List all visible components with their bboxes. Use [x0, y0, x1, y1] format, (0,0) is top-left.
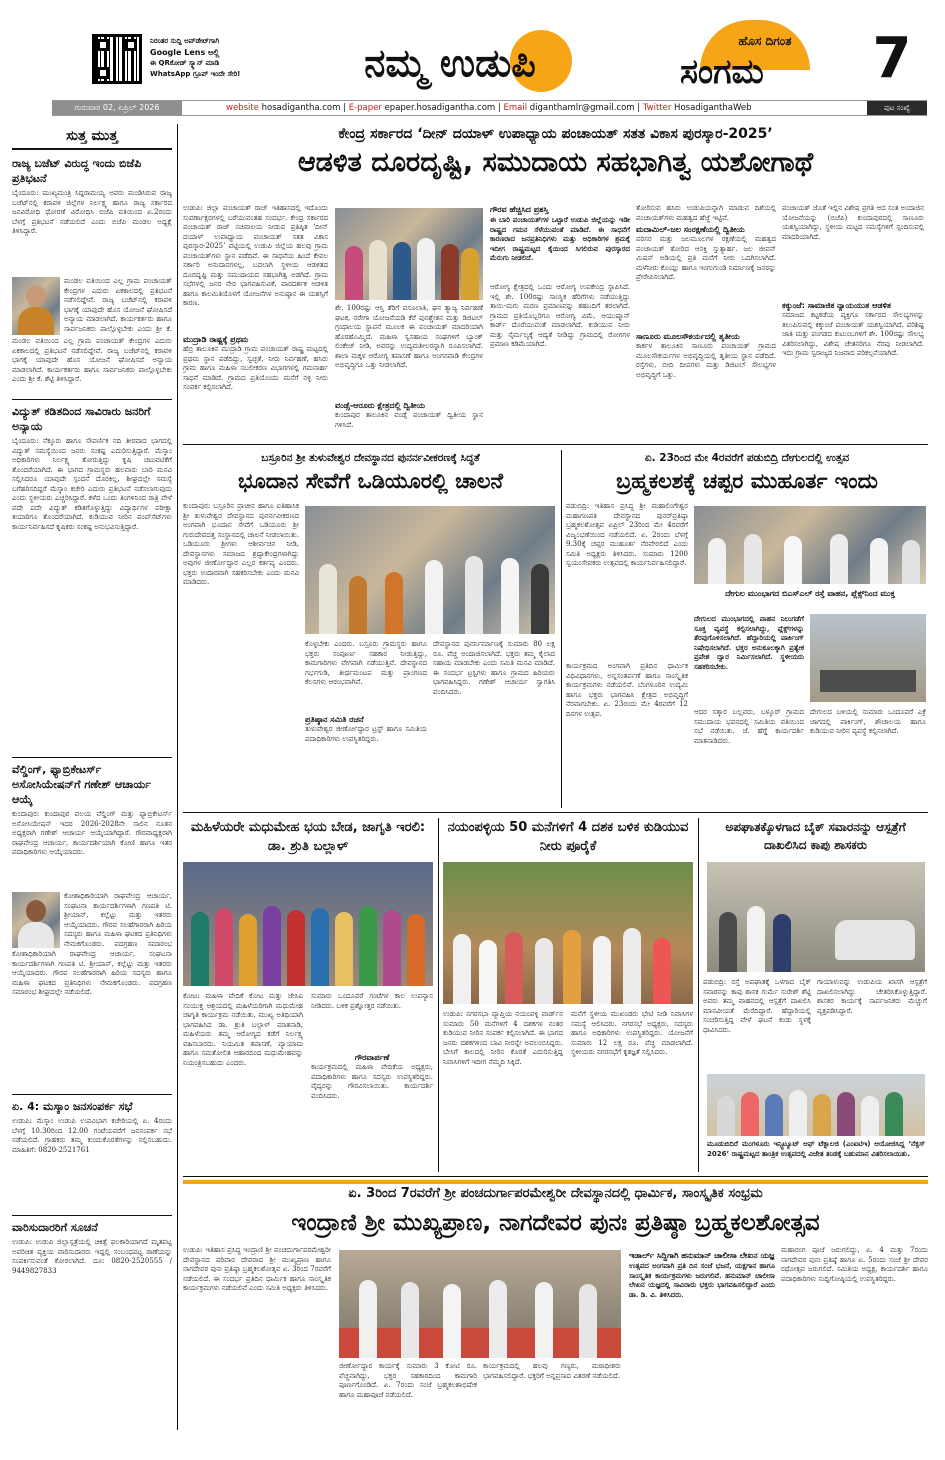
- story-body: ಜೀರ್ಣೋದ್ಧಾರ ಕಾರ್ಯಕ್ಕೆ ಸುಮಾರು 3 ಕೋಟಿ ರೂ. ವೆಚ್ಚವಾಗಿದ್ದು, ಭಕ್ತರ ಸಹಕಾರದಿಂದ ಕಾಮಗಾರಿ ಪೂರ್ಣಗೊಂಡಿದೆ. ಏ. 7ರಂದು ಸಂಜೆ ಬ್ರಹ್ಮಕಲಶಾಭಿಷೇಕ ಹಾಗೂ ಮಹಾಪೂಜೆ ನಡೆಯಲಿದೆ.: [339, 1362, 477, 1399]
- divider: [12, 1215, 172, 1216]
- story-headline: ಇಂದ್ರಾಣಿ ಶ್ರೀ ಮುಖ್ಯಪ್ರಾಣ, ನಾಗದೇವರ ಪುನಃ ಪ್ರತಿಷ್ಠಾ ಬ್ರಹ್ಮಕಲಶೋತ್ಸವ: [291, 1210, 820, 1236]
- lead-body: ಈ ಬಾರಿ ಪಂಚಾಯತ್‌ಗಳ ಒಟ್ಟಾರೆ ಉಡುಪಿ ಜಿಲ್ಲೆಯನ್ನು ಇಡೀ ರಾಷ್ಟ್ರದ ಗಮನ ಸೆಳೆಯುವಂತೆ ಮಾಡಿದೆ. ಈ ಸಾಧನೆಗೆ ಕಾರಣರಾದ ಜನಪ್ರತಿನಿಧಿಗಳು ಮತ್ತು ಅಧಿಕಾರಿಗಳ ಶ್ರಮಕ್ಕೆ ಇದೀಗ ರಾಷ್ಟ್ರಮಟ್ಟದ ಕೈಯಿಂದ ಸಿಗಲಿರುವ ಪುರಸ್ಕಾರದ ಮೆರುಗು ನೀಡಲಿದೆ.: [490, 215, 630, 262]
- page-number: 7: [872, 26, 912, 91]
- contact-line: website hosadigantha.com | E-paper epaper.hosadigantha.com | Email diganthamlr@gmail.com | Twitter HosadiganthaWeb: [226, 103, 752, 113]
- sidebar-body: ಬೈಂದೂರು: ನೆಕ್ಕೂರು ಹಾಗೂ ಸೌಪರ್ಣಿಕ ನದಿ ತೀರವಾದ ಭಾಗದಲ್ಲಿ ವಿದ್ಯುತ್ ಸಮಸ್ಯೆಯಿಂದ ಜನರು ಸಂಕಷ್ಟ ಎದುರಿಸುತ್ತಿದ್ದಾರೆ. ಮೆಸ್ಕಾಂ ಅಧಿಕಾರಿಗಳು ನಿರ್ಲಕ್ಷ್ಯ ತೋರುತ್ತಿದ್ದು ಕೃಷಿ ಚಟುವಟಿಕೆಗೆ ತೊಂದರೆಯಾಗಿದೆ. ಈ ಭಾಗದ ಗ್ರಾಮಸ್ಥರು ಹಲವಾರು ಬಾರಿ ಮನವಿ ಸಲ್ಲಿಸಿದರೂ ಯಾವುದೇ ಸ್ಪಂದನೆ ದೊರಕಿಲ್ಲ. ಶೀಘ್ರದಲ್ಲೇ ಸಮಸ್ಯೆ ಬಗೆಹರಿಸದಿದ್ದರೆ ಮೆಸ್ಕಾಂ ಕಚೇರಿ ಎದುರು ಪ್ರತಿಭಟನೆ ನಡೆಸಲಾಗುವುದು ಎಂದು ಸ್ಥಳೀಯರು ಎಚ್ಚರಿಸಿದ್ದಾರೆ. ಕಳೆದ ಒಂದು ತಿಂಗಳಿನಿಂದ ರಾತ್ರಿ ವೇಳೆ ಪದೇ ಪದೇ ವಿದ್ಯುತ್ ಕಡಿತಗೊಳ್ಳುತ್ತಿದ್ದು ವಿದ್ಯಾರ್ಥಿಗಳ ಪರೀಕ್ಷಾ ತಯಾರಿಗೂ ತೊಂದರೆಯಾಗಿದೆ. ಕುಡಿಯುವ ನೀರಿನ ಪಂಪ್‌ಸೆಟ್‌ಗಳು ಕಾರ್ಯನಿರ್ವಹಿಸದೆ ಕೃಷಿಕರು ಸಂಕಷ್ಟ ಅನುಭವಿಸುತ್ತಿದ್ದಾರೆ.: [12, 437, 172, 531]
- qr-code[interactable]: [92, 34, 142, 84]
- story-photo: [305, 506, 555, 634]
- lead-subhead: ಗೌರವ ಹೆಚ್ಚಿಸಿದ ಪ್ರಶಸ್ತಿ: [490, 205, 549, 214]
- sidebar-headline: ವೆಲ್ಡಿಂಗ್, ಫ್ಯಾಬ್ರಿಕೇಟರ್ಸ್ ಅಸೋಸಿಯೇಷನ್‌ಗೆ ಗಣೇಶ್ ಆಚಾರ್ಯ ಆಯ್ಕೆ: [12, 763, 152, 806]
- story-headline: ಮಹಿಳೆಯರೇ ಮಧುಮೇಹ ಭಯ ಬೇಡ, ಜಾಗೃತಿ ಇರಲಿ: ಡಾ. ಶ್ರುತಿ ಬಲ್ಲಾಳ್: [190, 820, 426, 854]
- story-body: ಕಾರ್ಯಕ್ರಮದಲ್ಲಿ ಮಹಿಳಾ ವೇದಿಕೆಯ ಅಧ್ಯಕ್ಷರು, ಪದಾಧಿಕಾರಿಗಳು ಹಾಗೂ ಸದಸ್ಯರು ಉಪಸ್ಥಿತರಿದ್ದರು. ವೈದ್ಯರನ್ನು ಗೌರವಿಸಲಾಯಿತು. ಕಾರ್ಯದರ್ಶಿ ವಂದಿಸಿದರು.: [311, 1063, 433, 1100]
- section-title: ನಮ್ಮ ಉಡುಪಿ: [364, 41, 536, 85]
- story-body: ತುಳುವೇಶ್ವರ ಜೀರ್ಣೋದ್ಧಾರ ಟ್ರಸ್ಟ್ ಹಾಗೂ ಸಮಿತಿಯ ಪದಾಧಿಕಾರಿಗಳು ಉಪಸ್ಥಿತರಿದ್ದರು.: [305, 725, 427, 743]
- story-body: ಮನೆಗೆ ಸ್ಥಳೀಯ ಮುಖಂಡರು ಭೇಟಿ ನೀಡಿ ನಿವಾಸಿಗಳ ಸಮಸ್ಯೆ ಆಲಿಸಿದರು. ನಗರಸಭೆ ಅಧ್ಯಕ್ಷರು, ಸದಸ್ಯರು ಹಾಗೂ ಅಧಿಕಾರಿಗಳು ಉಪಸ್ಥಿತರಿದ್ದರು. ಯೋಜನೆಗೆ ಸುಮಾರು 12 ಲಕ್ಷ ರೂ. ವೆಚ್ಚ ಮಾಡಲಾಗಿದೆ. ಸ್ಥಳೀಯರು ನಗರಸಭೆಗೆ ಕೃತಜ್ಞತೆ ಸಲ್ಲಿಸಿದರು.: [571, 1010, 693, 1056]
- sidebar-body: ಉಡುಪಿ: ಮೆಸ್ಕಾಂ ಉಡುಪಿ ಉಪವಿಭಾಗ ಕಚೇರಿಯಲ್ಲಿ ಏ. 4ರಂದು ಬೆಳಗ್ಗೆ 10.30ರಿಂದ 12.00 ಗಂಟೆಯವರೆಗೆ ಜನಸಂಪರ್ಕ ಸಭೆ ನಡೆಯಲಿದೆ. ಗ್ರಾಹಕರು ತಮ್ಮ ಕುಂದುಕೊರತೆಗಳನ್ನು ಸಲ್ಲಿಸಬಹುದು. ಮಾಹಿತಿಗೆ: 0820-2521761: [12, 1117, 172, 1154]
- story-headline: ಭೂದಾನ ಸೇವೆಗೆ ಒಡಿಯೂರಲ್ಲಿ ಚಾಲನೆ: [238, 469, 503, 493]
- story-body: ಮಹಾರಂಗ ಪೂಜೆ ಜರುಗಲಿದ್ದು, ಏ. 4 ಮತ್ತು 7ರಂದು ನಾಗದೇವರ ಪುನಃ ಪ್ರತಿಷ್ಠೆ ಹಾಗೂ ಏ. 5ರಂದು ಸಂಜೆ ಶ್ರೀ ದೇವರ ರಥೋತ್ಸವ ಜರುಗಲಿದೆ. ಸಮಿತಿಯ ಅಧ್ಯಕ್ಷ, ಕಾರ್ಯದರ್ಶಿ ಹಾಗೂ ಪದಾಧಿಕಾರಿಗಳು ಸುದ್ದಿಗೋಷ್ಠಿಯಲ್ಲಿ ಉಪಸ್ಥಿತರಿದ್ದರು.: [781, 1246, 928, 1283]
- story-photo: [443, 862, 693, 1004]
- lead-body: ಶೇ. 100ರಷ್ಟು ಆಸ್ತಿ ತೆರಿಗೆ ವಸೂಲಾತಿ, ಘನ ತ್ಯಾಜ್ಯ ನಿರ್ವಹಣೆ ಘಟಕ, ನರೇಗಾ ಯೋಜನೆಯಡಿ ಕೆರೆ ಪುನಶ್ಚೇತನ ಮತ್ತು ಡಿಜಿಟಲ್ ಗ್ರಂಥಾಲಯ ಸ್ಥಾಪನೆ ಮೂಲಕ ಈ ಪಂಚಾಯತ್ ಮಾದರಿಯಾಗಿ ಹೊರಹೊಮ್ಮಿದೆ. ಮಹಿಳಾ ಸ್ವಸಹಾಯ ಸಂಘಗಳಿಗೆ ಬ್ಯಾಂಕ್ ಲಿಂಕೇಜ್ ನೀಡಿ, ಅವರನ್ನು ಉದ್ಯಮಶೀಲರನ್ನಾಗಿ ರೂಪಿಸಲಾಗಿದೆ. ಶಾಲಾ ಮಕ್ಕಳ ಆರೋಗ್ಯ ತಪಾಸಣೆ ಹಾಗೂ ಅಂಗನವಾಡಿ ಕೇಂದ್ರಗಳ ಅಭಿವೃದ್ಧಿಗೂ ಒತ್ತು ನೀಡಲಾಗಿದೆ.: [335, 304, 483, 369]
- twitter-link[interactable]: HosadiganthaWeb: [674, 103, 752, 113]
- page-label: ಪುಟ ಸಂಖ್ಯೆ: [867, 101, 927, 115]
- twitter-label: Twitter: [642, 103, 672, 113]
- column-divider: [561, 450, 562, 808]
- section-divider: [183, 444, 928, 445]
- section-divider: [183, 1176, 928, 1177]
- story-accident: [703, 818, 928, 1172]
- story-headline: ಅಪಘಾತಕ್ಕೊಳಗಾದ ಬೈಕ್ ಸವಾರನನ್ನು ಆಸ್ಪತ್ರೆಗೆ ದಾಖಲಿಸಿದ ಕಾಪು ಶಾಸಕರು: [725, 820, 906, 852]
- story-photo-caption: ಮೂಡುಬಿದಿರೆ ಮಂಗಳೂರು ಇನ್ಸ್ಟಿಟ್ಯೂಟ್ ಆಫ್ ಟೆಕ್ನಾಲಜಿ (ಎಂಐಟಿಇ) ಆಯೋಜಿಸಿದ್ದ ‘ನೆಕ್ಸಸ್ 2026’ ರಾಷ್ಟ್ರಮಟ್ಟದ ತಾಂತ್ರಿಕ ಉತ್ಸವದಲ್ಲಿ ವಿಜೇತ ತಂಡಕ್ಕೆ ಬಹುಮಾನ ವಿತರಿಸಲಾಯಿತು.: [707, 1140, 925, 1158]
- sidebar-body: ಮಂಡಲ ವತಿಯಿಂದ ಎಲ್ಲ ಗ್ರಾಮ ಪಂಚಾಯತ್ ಕೇಂದ್ರಗಳ ಎದುರು ಏಕಕಾಲದಲ್ಲಿ ಪ್ರತಿಭಟನೆ ನಡೆಸಲಿದ್ದೇವೆ. ರಾಜ್ಯ ಬಜೆಟ್‌ನಲ್ಲಿ ಕರಾವಳಿ ಭಾಗಕ್ಕೆ ಯಾವುದೇ ಹೊಸ ಯೋಜನೆ ಘೋಷಿಸದೆ ಅನ್ಯಾಯ ಮಾಡಲಾಗಿದೆ. ಕಾರ್ಯಕರ್ತರು ಹಾಗೂ ಸಾರ್ವಜನಿಕರು ಪಾಲ್ಗೊಳ್ಳಬೇಕು ಎಂದು ಶ್ರೀ ಕೆ. ಶೆಟ್ಟಿ ತಿಳಿಸಿದ್ದಾರೆ.: [12, 337, 172, 383]
- promo-block: [150, 36, 280, 80]
- sidebar-body: ಉಡುಪಿ: ಉಡುಪಿ ಜಿಲ್ಲಾಸ್ಪತ್ರೆಯಲ್ಲಿ ಚಿಕಿತ್ಸೆ ಫಲಕಾರಿಯಾಗದೆ ಮೃತಪಟ್ಟ ಅಪರಿಚಿತ ವ್ಯಕ್ತಿಯ ವಾರಿಸುದಾರರು ಇದ್ದಲ್ಲಿ ಸಂಬಂಧಪಟ್ಟ ಠಾಣೆಯನ್ನು ಸಂಪರ್ಕಿಸುವಂತೆ ಕೋರಲಾಗಿದೆ. ದೂ: 0820-2520555 / 9449827833: [12, 1238, 172, 1275]
- story-body: ಕೊಳ್ಳಬೇಕು ಎಂದರು. ಬಸ್ರೂರು ಗ್ರಾಮಸ್ಥರು ಹಾಗೂ ಭಕ್ತರು ಸಂಪೂರ್ಣ ಸಹಕಾರ ನೀಡುತ್ತಿದ್ದು, ಕಾಮಗಾರಿಗಳು ವೇಗವಾಗಿ ನಡೆಯುತ್ತಿವೆ. ದೇವಸ್ಥಾನದ ಗರ್ಭಗುಡಿ, ತೀರ್ಥಮಂಟಪ ಮತ್ತು ಪ್ರಾಂಗಣದ ಕೆಲಸಗಳು ಆರಂಭವಾಗಿವೆ.: [305, 640, 427, 686]
- story-body: ಸುಮಾರು ಒಂದೂವರೆ ಗಂಟೆಗಳ ಕಾಲ ಉಪನ್ಯಾಸ ನೀಡಿದರು. ಬಳಿಕ ಪ್ರಶ್ನೋತ್ತರ ನಡೆಯಿತು.: [311, 992, 433, 1010]
- sidebar-title: ಸುತ್ತ ಮುತ್ತ: [12, 124, 172, 150]
- sidebar-headline: ವಿದ್ಯುತ್ ಕಡಿತದಿಂದ ಸಾವಿರಾರು ಜನರಿಗೆ ಅನ್ಯಾಯ: [12, 405, 151, 433]
- lead-subhead: ಸಾಣೂರು ಮೂಲಸೌಕರ್ಯದಲ್ಲಿ ತೃತೀಯ: [636, 332, 740, 341]
- lead-subhead: ವಂಡ್ಸೆ-ಆರೂರು ಕ್ಷೇತ್ರದಲ್ಲಿ ದ್ವಿತೀಯ: [335, 401, 426, 410]
- column-divider: [438, 818, 439, 1172]
- lead-body: ತೋರಿಸುವ ಹಸಿರು ಉಡುಪಿಯನ್ನಾಗಿ ಮಾಡುವ ದಿಶೆಯಲ್ಲಿ ಪಂಚಾಯತ್‌ಗಳು ಮಹತ್ವದ ಹೆಜ್ಜೆ ಇಟ್ಟಿವೆ.: [636, 204, 776, 222]
- lead-body: ಪರಿಸರ ಮತ್ತು ಜಲಮೂಲಗಳ ರಕ್ಷಣೆಯಲ್ಲಿ ಮಹತ್ವದ ಪಂಚಾಯತ್ ತೋರಿದ ಆಸಕ್ತಿ ಸ್ತುತ್ಯಾರ್ಹ. ಜಲ ಜೀವನ್ ಮಿಷನ್ ಅಡಿಯಲ್ಲಿ ಪ್ರತಿ ಮನೆಗೆ ನೀರು ಒದಗಿಸಲಾಗಿದೆ. ಮಳೆನೀರು ಕೊಯ್ಲು ಹಾಗೂ ಇಂಗುಗುಂಡಿ ನಿರ್ಮಾಣಕ್ಕೆ ಜನರನ್ನು ಪ್ರೇರೇಪಿಸಲಾಗಿದೆ.: [636, 235, 776, 281]
- lead-subhead: ಮದಾಮಿಲ್-ಜಲ ಸಂರಕ್ಷಣೆಯಲ್ಲಿ ದ್ವಿತೀಯ: [636, 225, 745, 234]
- sidebar-body: ಕೋಶಾಧಿಕಾರಿಯಾಗಿ ರಾಘವೇಂದ್ರ ಆಚಾರ್ಯ, ಸಂಘಟನಾ ಕಾರ್ಯದರ್ಶಿಗಳಾಗಿ ಗಣಪತಿ ಟಿ. ಶ್ರೀಯಾನ್, ಕಲ್ಲೆಟ್ಟು ಮತ್ತು ಇತರರು ಆಯ್ಕೆಯಾದರು. ಗೌರವ ಸಲಹೆಗಾರರಾಗಿ ಹಿರಿಯ ಸದಸ್ಯರು ಹಾಗೂ ಮಹಿಳಾ ಘಟಕದ ಪ್ರತಿನಿಧಿಗಳು ನೇಮಕಗೊಂಡರು. ಪದಗ್ರಹಣ ಸಮಾರಂಭ: [64, 892, 172, 948]
- story-headline: ಬ್ರಹ್ಮಕಲಶಕ್ಕೆ ಚಪ್ಪರ ಮುಹೂರ್ತ ಇಂದು: [616, 469, 878, 493]
- story-kicker: ಬಸ್ರೂರಿನ ಶ್ರೀ ತುಳುವೇಶ್ವರ ದೇವಸ್ಥಾನದ ಪುನರ್ನವೀಕರಣಕ್ಕೆ ಸಿದ್ಧತೆ: [261, 452, 480, 464]
- promo-title: ನಿರಂತರ ಸುದ್ದಿ ಅಪ್‌ಡೇಟ್‌ಗಾಗಿ: [150, 37, 220, 45]
- story-indrani: [183, 1180, 928, 1430]
- divider: [12, 757, 172, 758]
- lead-subhead: ಕಕ್ಕುಂಜೆ: ಸಾಮಾಜಿಕ ನ್ಯಾಯಯುತ ಆಡಳಿತ: [782, 301, 892, 310]
- story-body: ಉತ್ಸವದ ಅಂಗವಾಗಿ ಪ್ರತಿ ದಿನ ಸಂಜೆ ಭಜನೆ, ಯಕ್ಷಗಾನ ಹಾಗೂ ಸಾಂಸ್ಕೃತಿಕ ಕಾರ್ಯಕ್ರಮಗಳು ಜರುಗಲಿವೆ. ಹನುಮಾನ್ ಚಾಲೀಸಾ ಲೇಖನ ಯಜ್ಞದಲ್ಲಿ ಸಾವಿರಾರು ಭಕ್ತರು ಭಾಗವಹಿಸಲಿದ್ದಾರೆ ಎಂದು ಡಾ. ಡಿ. ವಿ. ತಿಳಿಸಿದರು.: [629, 1261, 775, 1299]
- lead-body: ಆರೋಗ್ಯ ಕ್ಷೇತ್ರದಲ್ಲಿ ಒಂದು ಆರೋಗ್ಯ ಉಪಕೇಂದ್ರ ಸ್ಥಾಪಿಸಿದೆ. ಇಲ್ಲಿ ಶೇ. 100ರಷ್ಟು ಸಾಂಸ್ಥಿಕ ಹೆರಿಗೆಗಳು ನಡೆಯುತ್ತಿದ್ದು ತಾಯಿ-ಮಗು ಮರಣ ಪ್ರಮಾಣವನ್ನು ತಹಬದಿಗೆ ತರಲಾಗಿದೆ. ಗ್ರಾಮದ ಪ್ರತಿಯೊಬ್ಬರಿಗೂ ಆರೋಗ್ಯ ವಿಮೆ, ಆಯುಷ್ಮಾನ್ ಕಾರ್ಡ್ ದೊರೆಯುವಂತೆ ಮಾಡಲಾಗಿದೆ. ಕುಡಿಯುವ ನೀರು ಮತ್ತು ನೈರ್ಮಲ್ಯಕ್ಕೆ ಆದ್ಯತೆ ನೀಡಿದ್ದು ಗ್ರಾಮದಲ್ಲಿ ರೋಗಗಳ ಪ್ರಮಾಣ ಕಡಿಮೆಯಾಗಿದೆ.: [490, 283, 630, 348]
- story-body: ದೇವಸ್ಥಾನದ ಪುನರ್ನಿರ್ಮಾಣಕ್ಕೆ ಸುಮಾರು 80 ಲಕ್ಷ ರೂ. ವೆಚ್ಚ ಅಂದಾಜಿಸಲಾಗಿದೆ. ಭಕ್ತರು ತಮ್ಮ ಕೈಲಾದ ಸಹಾಯ ಮಾಡಬೇಕು ಎಂದು ಸಮಿತಿ ಮನವಿ ಮಾಡಿದೆ. ಈ ಸಂದರ್ಭ ಟ್ರಸ್ಟಿಗಳು ಹಾಗೂ ಗ್ರಾಮದ ಹಿರಿಯರು ಭಾಗವಹಿಸಿದ್ದರು. ಗಣೇಶ್ ಆಚಾರ್ಯ ಸ್ವಾಗತಿಸಿ ವಂದಿಸಿದರು.: [433, 640, 555, 696]
- story-subhead: ಗೌರವಾರ್ಪಣೆ: [354, 1053, 390, 1062]
- story-body: ಉಡುಪಿ: ಇತಿಹಾಸ ಪ್ರಸಿದ್ಧ ಇಂದ್ರಾಣಿ ಶ್ರೀ ಪಂಚದುರ್ಗಾಪರಮೇಶ್ವರೀ ದೇವಸ್ಥಾನದ ಪರಿವಾರ ದೇವರಾದ ಶ್ರೀ ಮುಖ್ಯಪ್ರಾಣ ಹಾಗೂ ನಾಗದೇವರ ಪುನಃ ಪ್ರತಿಷ್ಠಾ ಬ್ರಹ್ಮಕಲಶೋತ್ಸವ ಏ. 3ರಿಂದ 7ರವರೆಗೆ ನಡೆಯಲಿದೆ. ಈ ಸಂದರ್ಭ ಪ್ರತಿದಿನ ಧಾರ್ಮಿಕ ಹಾಗೂ ಸಾಂಸ್ಕೃತಿಕ ಕಾರ್ಯಕ್ರಮಗಳು ನಡೆಯಲಿವೆ ಎಂದು ಸಮಿತಿ ಅಧ್ಯಕ್ಷರು ತಿಳಿಸಿದರು.: [183, 1246, 331, 1292]
- email-link[interactable]: diganthamlr@gmail.com: [529, 103, 635, 113]
- story-body: ಕಾರ್ಯಕ್ರಮದ ಅಂಗವಾಗಿ ಪ್ರತಿದಿನ ಧಾರ್ಮಿಕ ವಿಧಿವಿಧಾನಗಳು, ಅನ್ನಸಂತರ್ಪಣೆ ಹಾಗೂ ಸಾಂಸ್ಕೃತಿಕ ಕಾರ್ಯಕ್ರಮಗಳು ನಡೆಯಲಿವೆ. ಬೆಂಗಳೂರಿನ ಉದ್ಯಮಿ ಹಾಗೂ ಭಕ್ತರು ಭಾಗವಹಿಸಿ ಕ್ಷೇತ್ರದ ಅಭಿವೃದ್ಧಿಗೆ ನೆರವಾಗಬೇಕು. ಏ. 23ರಂದು ಮೇ 4ರವರೆಗೆ 12 ದಿನಗಳ ಉತ್ಸವ.: [566, 662, 688, 718]
- brand-big: ಸಂಗಮ: [680, 52, 764, 92]
- sidebar-body: ಮಂಡಲ ವತಿಯಿಂದ ಎಲ್ಲ ಗ್ರಾಮ ಪಂಚಾಯತ್ ಕೇಂದ್ರಗಳ ಎದುರು ಏಕಕಾಲದಲ್ಲಿ ಪ್ರತಿಭಟನೆ ನಡೆಸಲಿದ್ದೇವೆ. ರಾಜ್ಯ ಬಜೆಟ್‌ನಲ್ಲಿ ಕರಾವಳಿ ಭಾಗಕ್ಕೆ ಯಾವುದೇ ಹೊಸ ಯೋಜನೆ ಘೋಷಿಸದೆ ಅನ್ಯಾಯ ಮಾಡಲಾಗಿದೆ. ಕಾರ್ಯಕರ್ತರು ಹಾಗೂ ಸಾರ್ವಜನಿಕರು ಪಾಲ್ಗೊಳ್ಳಬೇಕು ಎಂದು ಶ್ರೀ ಕೆ.: [64, 277, 172, 333]
- promo-line: ಈ QRಕೋಡ್ ಸ್ಕ್ಯಾನ್ ಮಾಡಿ: [150, 59, 220, 67]
- story-kicker: ಏ. 3ರಿಂದ 7ರವರೆಗೆ ಶ್ರೀ ಪಂಚದುರ್ಗಾಪರಮೇಶ್ವರೀ ದೇವಸ್ಥಾನದಲ್ಲಿ ಧಾರ್ಮಿಕ, ಸಾಂಸ್ಕೃತಿಕ ಸಂಭ್ರಮ: [348, 1186, 763, 1201]
- sidebar-headline: ರಾಜ್ಯ ಬಜೆಟ್ ವಿರುದ್ಧ ಇಂದು ಬಿಜೆಪಿ ಪ್ರತಿಭಟನೆ: [12, 157, 142, 185]
- promo-line: Google Lens ಅಲ್ಲಿ: [150, 48, 220, 57]
- story-body: ಪಡುಬಿದ್ರಿ: ಇತಿಹಾಸ ಪ್ರಸಿದ್ಧ ಶ್ರೀ ಮಹಾಲಿಂಗೇಶ್ವರ ಮಹಾಗಣಪತಿ ದೇವಸ್ಥಾನದ ಪುನರ್‌ಪ್ರತಿಷ್ಠಾ ಬ್ರಹ್ಮಕಲಶೋತ್ಸವ ಏಪ್ರಿಲ್ 23ರಿಂದ ಮೇ 4ರವರೆಗೆ ವಿಜೃಂಭಣೆಯಿಂದ ನಡೆಯಲಿದೆ. ಏ. 2ರಂದು ಬೆಳಗ್ಗೆ 9.30ಕ್ಕೆ ಚಪ್ಪರ ಮುಹೂರ್ತ ನೆರವೇರಲಿದೆ ಎಂದು ಸಮಿತಿ ಅಧ್ಯಕ್ಷರು ತಿಳಿಸಿದರು. ಸುಮಾರು 1200 ಸ್ವಯಂಸೇವಕರು ಉತ್ಸವದಲ್ಲಿ ಕಾರ್ಯನಿರ್ವಹಿಸಲಿದ್ದಾರೆ.: [566, 502, 688, 567]
- sidebar-headline: ವಾರಿಸುದಾರರಿಗೆ ಸೂಚನೆ: [12, 1221, 98, 1234]
- email-label: Email: [503, 103, 528, 113]
- brand-small: ಹೊಸ ದಿಗಂತ: [738, 34, 792, 48]
- sidebar-body: ಕೋಶಾಧಿಕಾರಿಯಾಗಿ ರಾಘವೇಂದ್ರ ಆಚಾರ್ಯ, ಸಂಘಟನಾ ಕಾರ್ಯದರ್ಶಿಗಳಾಗಿ ಗಣಪತಿ ಟಿ. ಶ್ರೀಯಾನ್, ಕಲ್ಲೆಟ್ಟು ಮತ್ತು ಇತರರು ಆಯ್ಕೆಯಾದರು. ಗೌರವ ಸಲಹೆಗಾರರಾಗಿ ಹಿರಿಯ ಸದಸ್ಯರು ಹಾಗೂ ಮಹಿಳಾ ಘಟಕದ ಪ್ರತಿನಿಧಿಗಳು ನೇಮಕಗೊಂಡರು. ಪದಗ್ರಹಣ ಸಮಾರಂಭ ಶೀಘ್ರದಲ್ಲೇ ನಡೆಯಲಿದೆ.: [12, 950, 172, 996]
- sidebar-portrait: [12, 277, 60, 335]
- story-diabetes: [183, 818, 433, 1172]
- promo-line: WhatsApp ಗ್ರೂಪ್ ಇಂದೇ ಸೇರಿ!: [150, 70, 241, 78]
- story-subhead: ಇಡಾರ್ಲ್ ಸಿದ್ದಿಗಾಗಿ ಹನುಮಾನ್ ಚಾಲೀಸಾ ಲೇಖನ ಯಜ್ಞ: [629, 1251, 775, 1260]
- story-body: ಉಡುಪಿ: ನಗರಸಭಾ ವ್ಯಾಪ್ತಿಯ ನಯಂಪಳ್ಳಿ ವಾರ್ಡ್‌ನ ಸುಮಾರು 50 ಮನೆಗಳಿಗೆ 4 ದಶಕಗಳ ನಂತರ ಕುಡಿಯುವ ನೀರಿನ ಸಂಪರ್ಕ ಕಲ್ಪಿಸಲಾಗಿದೆ. ಈ ಭಾಗದ ಜನರು ದಶಕಗಳಿಂದ ಬಾವಿ ನೀರನ್ನೇ ಅವಲಂಬಿಸಿದ್ದರು. ಬೇಸಿಗೆ ಕಾಲದಲ್ಲಿ ನೀರಿನ ಕೊರತೆ ಎದುರಿಸುತ್ತಿದ್ದ ನಿವಾಸಿಗಳಿಗೆ ಇದೀಗ ನೆಮ್ಮದಿ ಸಿಕ್ಕಿದೆ.: [443, 1010, 563, 1066]
- story-body: ಗಾಯಾಳುವನ್ನು ಉಡುಪಿಯ ಖಾಸಗಿ ಆಸ್ಪತ್ರೆಗೆ ದಾಖಲಿಸಲಾಗಿದ್ದು ಚೇತರಿಸಿಕೊಳ್ಳುತ್ತಿದ್ದಾರೆ. ಶಾಸಕರ ಕಾರ್ಯಕ್ಕೆ ಸಾರ್ವಜನಿಕರು ಮೆಚ್ಚುಗೆ ವ್ಯಕ್ತಪಡಿಸಿದ್ದಾರೆ.: [817, 978, 927, 1015]
- story-padubidri: [566, 450, 928, 808]
- lead-body: ಉಡುಪಿ: ಜಿಲ್ಲಾ ಪಂಚಾಯತ್ ರಾಜ್ ಇತಿಹಾಸದಲ್ಲಿ ಇದೊಂದು ಸುವರ್ಣಾಕ್ಷರಗಳಲ್ಲಿ ಬರೆಯುವಂತಹ ಸಂದರ್ಭ. ಕೇಂದ್ರ ಸರ್ಕಾರದ ಪಂಚಾಯತ್ ರಾಜ್ ಸಚಿವಾಲಯ ನೀಡುವ ಪ್ರತಿಷ್ಠಿತ ‘ದೀನ್ ದಯಾಳ್ ಉಪಾಧ್ಯಾಯ ಪಂಚಾಯತ್ ಸತತ ವಿಕಾಸ ಪುರಸ್ಕಾರ-2025’ ಪಟ್ಟಿಯಲ್ಲಿ ಉಡುಪಿ ಜಿಲ್ಲೆಯ ಹಲವು ಗ್ರಾಮ ಪಂಚಾಯತ್‌ಗಳು ಸ್ಥಾನ ಪಡೆದಿವೆ. ಈ ಸಾಧನೆಯ ಹಿಂದೆ ಕೇವಲ ಸರ್ಕಾರಿ ಅನುದಾನಗಳಲ್ಲ, ಬದಲಾಗಿ ಸ್ಥಳೀಯ ಆಡಳಿತದ ದೂರದೃಷ್ಟಿ ಮತ್ತು ಸಮುದಾಯದ ಸಹಭಾಗಿತ್ವ ಅಡಗಿದೆ. ಗ್ರಾಮ ಸಭೆಗಳಲ್ಲಿ ಜನರ ನೇರ ಭಾಗವಹಿಸುವಿಕೆ, ಪಾರದರ್ಶಕ ಆಡಳಿತ ಹಾಗೂ ಕಾಲಮಿತಿಯೊಳಗೆ ಯೋಜನೆಗಳ ಅನುಷ್ಠಾನ ಈ ಯಶಸ್ಸಿಗೆ ಕಾರಣ.: [183, 204, 328, 307]
- sidebar-body: ಬೈಂದೂರು: ಮುಖ್ಯಮಂತ್ರಿ ಸಿದ್ದರಾಮಯ್ಯ ಅವರು ಮಂಡಿಸಿರುವ ರಾಜ್ಯ ಬಜೆಟ್‌ನಲ್ಲಿ ಕರಾವಳಿ ಜಿಲ್ಲೆಗಳ ನಿರ್ಲಕ್ಷ್ಯ ಹಾಗೂ ರಾಜ್ಯ ಸರ್ಕಾರದ ಜನವಿರೋಧಿ ಧೋರಣೆ ವಿರೋಧಿಸಿ ಬಿಜೆಪಿ ವತಿಯಿಂದ ಏ.2ರಂದು ಬೆಳಗ್ಗೆ ಪ್ರತಿಭಟನೆ ನಡೆಯಲಿದೆ ಎಂದು ಬಿಜೆಪಿ ಮಂಡಲ ಅಧ್ಯಕ್ಷೆ ತಿಳಿಸಿದ್ದಾರೆ.: [12, 189, 172, 235]
- lead-body: ಕಾರ್ಕಳ ತಾಲೂಕಿನ ಸಾಣೂರು ಪಂಚಾಯತ್ ಗ್ರಾಮದ ಮೂಲಸೌಕರ್ಯಗಳ ಅಭಿವೃದ್ಧಿಯಲ್ಲಿ ತೃತೀಯ ಸ್ಥಾನ ಪಡೆದಿದೆ. ರಸ್ತೆಗಳು, ಬೀದಿ ದೀಪಗಳು ಮತ್ತು ಡಿಜಿಟಲ್ ಸೌಲಭ್ಯಗಳ ಅಭಿವೃದ್ಧಿಗೆ ಒತ್ತು.: [636, 342, 776, 379]
- story-body: ಪಡುಬಿದ್ರಿ: ರಸ್ತೆ ಅಪಘಾತಕ್ಕೆ ಒಳಗಾದ ಬೈಕ್ ಸವಾರನನ್ನು ಕಾಪು ಶಾಸಕ ಗುರ್ಮೆ ಸುರೇಶ್ ಶೆಟ್ಟಿ ಅವರು ತಮ್ಮ ವಾಹನದಲ್ಲಿ ಆಸ್ಪತ್ರೆಗೆ ದಾಖಲಿಸಿ ಮಾನವೀಯತೆ ಮೆರೆದಿದ್ದಾರೆ. ಹೆದ್ದಾರಿಯಲ್ಲಿ ಸಂಚರಿಸುತ್ತಿದ್ದ ವೇಳೆ ಘಟನೆ ಕಂಡು ಸ್ಥಳಕ್ಕೆ ಧಾವಿಸಿದರು.: [703, 978, 811, 1034]
- lead-subhead: ಮುದ್ರಾಡಿ ರಾಷ್ಟ್ರಕ್ಕೆ ಪ್ರಥಮ: [183, 335, 249, 344]
- sidebar-portrait: [12, 892, 60, 948]
- column-divider: [698, 818, 699, 1172]
- epaper-label: E-paper: [348, 103, 382, 113]
- lead-story: [183, 124, 928, 442]
- section-divider: [183, 812, 928, 813]
- story-photo: [810, 614, 926, 702]
- column-divider: [177, 124, 178, 1430]
- story-photo: [183, 862, 433, 986]
- story-headline: ನಯಂಪಳ್ಳಿಯ 50 ಮನೆಗಳಿಗೆ 4 ದಶಕ ಬಳಿಕ ಕುಡಿಯುವ ನೀರು ಪೂರೈಕೆ: [447, 820, 689, 854]
- sidebar-headline: ಏ. 4: ಮಸ್ಕಾಂ ಜನಸಂಪರ್ಕ ಸಭೆ: [12, 1100, 133, 1113]
- website-label: website: [226, 103, 259, 113]
- story-photo: [694, 506, 926, 584]
- story-photo-caption: ದೇಗುಲ ಮುಂಭಾಗದ ಬಿಎಸ್‌ಎಲ್ ರಸ್ತೆ ವಾಹನ, ಪ್ಲೆಕ್ಸ್‌ನಿಂದ ಮುಕ್ತ: [725, 589, 895, 598]
- story-subhead: ಪ್ರತಿಷ್ಠಾನ ಸಮಿತಿ ರಚನೆ: [305, 715, 364, 724]
- lead-kicker: ಕೇಂದ್ರ ಸರ್ಕಾರದ ‘ದೀನ್ ದಯಾಳ್ ಉಪಾಧ್ಯಾಯ ಪಂಚಾಯತ್ ಸತತ ವಿಕಾಸ ಪುರಸ್ಕಾರ-2025’: [338, 126, 773, 142]
- story-photo: [707, 1074, 925, 1136]
- story-udiyur: [183, 450, 558, 808]
- lead-photo: [335, 208, 483, 300]
- divider: [12, 399, 172, 400]
- story-body: ದೇಗುಲದ ಮುಂಭಾಗದಲ್ಲಿ ವಾಹನ ನಿಲುಗಡೆಗೆ ಸೂಕ್ತ ವ್ಯವಸ್ಥೆ ಕಲ್ಪಿಸಲಾಗಿದ್ದು, ಪ್ಲೆಕ್ಸ್‌ಗಳನ್ನು ತೆರವುಗೊಳಿಸಲಾಗಿದೆ. ಹೆದ್ದಾರಿಯಲ್ಲಿ ಪಾರ್ಕಿಂಗ್ ನಿಷೇಧಿಸಲಾಗಿದೆ. ಭಕ್ತರ ಅನುಕೂಲಕ್ಕಾಗಿ ಪ್ರತ್ಯೇಕ ಪ್ರವೇಶ ದ್ವಾರ ನಿರ್ಮಿಸಲಾಗಿದೆ. ಸ್ಥಳೀಯರು ಸಹಕರಿಸಬೇಕು.: [694, 614, 804, 671]
- website-link[interactable]: hosadigantha.com: [261, 103, 341, 113]
- masthead-strip: [52, 100, 927, 116]
- sidebar-body: ಕುಂದಾಪುರ: ಕುಂದಾಪುರ ವಲಯ ವೆಲ್ಡಿಂಗ್ ಮತ್ತು ಫ್ಯಾಬ್ರಿಕೇಟರ್ಸ್ ಅಸೋಸಿಯೇಷನ್ ಇದರ 2026-2028ನೇ ಸಾಲಿನ ನೂತನ ಅಧ್ಯಕ್ಷರಾಗಿ ಗಣೇಶ್ ಆಚಾರ್ಯ ಆಯ್ಕೆಯಾಗಿದ್ದಾರೆ. ಗೌರವಾಧ್ಯಕ್ಷರಾಗಿ ರಾಘವೇಂದ್ರ ಆಚಾರ್ಯ, ಕಾರ್ಯದರ್ಶಿಯಾಗಿ ಕೋಣಿ ಹಾಗೂ ಇತರ ಪದಾಧಿಕಾರಿಗಳು ಆಯ್ಕೆಯಾದರು.: [12, 810, 172, 856]
- divider: [12, 1094, 172, 1095]
- date-box: ಗುರುವಾರ 02, ಏಪ್ರಿಲ್ 2026: [52, 101, 182, 115]
- story-body: ದೇಗುಲದ ಬಳಿಯಲ್ಲಿ ಸುಮಾರು ಒಂದೂವರೆ ಎಕ್ರೆ ಜಾಗದಲ್ಲಿ ಪಾರ್ಕಿಂಗ್, ಶೌಚಾಲಯ ಹಾಗೂ ಕುಡಿಯುವ ನೀರಿನ ವ್ಯವಸ್ಥೆ ಕಲ್ಪಿಸಲಾಗಿದೆ.: [810, 708, 926, 735]
- story-kicker: ಏ. 23ರಿಂದ ಮೇ 4ರವರೆಗೆ ಪಡುಬಿದ್ರಿ ದೇಗುಲದಲ್ಲಿ ಉತ್ಸವ: [644, 452, 850, 464]
- story-water: [443, 818, 693, 1172]
- epaper-link[interactable]: epaper.hosadigantha.com: [384, 103, 496, 113]
- story-body: ಕುಂದಾಪುರ: ಬಸ್ರೂರಿನ ಪ್ರಾಚೀನ ಹಾಗೂ ಐತಿಹಾಸಿಕ ಶ್ರೀ ತುಳುವೇಶ್ವರ ದೇವಸ್ಥಾನದ ಪುನರ್ನವೀಕರಣದ ಅಂಗವಾಗಿ ಭೂದಾನ ಸೇವೆಗೆ ಒಡಿಯೂರು ಶ್ರೀ ಗುರುದೇವದತ್ತ ಸಂಸ್ಥಾನದಲ್ಲಿ ಚಾಲನೆ ನೀಡಲಾಯಿತು. ಒಡಿಯೂರು ಶ್ರೀಗಳು ಆಶೀರ್ವಚನ ನೀಡಿ, ದೇವಸ್ಥಾನಗಳು ಸಮಾಜದ ಶ್ರದ್ಧಾಕೇಂದ್ರಗಳಾಗಿದ್ದು ಅವುಗಳ ಜೀರ್ಣೋದ್ಧಾರ ಎಲ್ಲರ ಕರ್ತವ್ಯ ಎಂದರು. ಭಕ್ತರು ಉದಾರವಾಗಿ ಸಹಕರಿಸಬೇಕು ಎಂದು ಮನವಿ ಮಾಡಿದರು.: [183, 502, 299, 586]
- lead-headline: ಆಡಳಿತ ದೂರದೃಷ್ಟಿ, ಸಮುದಾಯ ಸಹಭಾಗಿತ್ವ ಯಶೋಗಾಥೆ: [297, 147, 814, 178]
- lead-body: ಕುಂದಾಪುರ ತಾಲೂಕಿನ ವಂಡ್ಸೆ ಪಂಚಾಯತ್ ದ್ವಿತೀಯ ಸ್ಥಾನ ಗಳಿಸಿದೆ.: [335, 411, 483, 429]
- story-photo: [339, 1250, 621, 1358]
- story-photo: [707, 862, 925, 972]
- story-body: ಕೋಟ: ಮಹಿಳಾ ವೇದಿಕೆ ಕೋಟ ಮತ್ತು ಜೇಸಿಐ ಸಂಯುಕ್ತ ಆಶ್ರಯದಲ್ಲಿ ಮಹಿಳೆಯರಿಗಾಗಿ ಮಧುಮೇಹ ಜಾಗೃತಿ ಕಾರ್ಯಕ್ರಮ ನಡೆಯಿತು. ಮುಖ್ಯ ಅತಿಥಿಯಾಗಿ ಭಾಗವಹಿಸಿದ ಡಾ. ಶ್ರುತಿ ಬಲ್ಲಾಳ್ ಮಾತನಾಡಿ, ಮಹಿಳೆಯರು ತಮ್ಮ ಆರೋಗ್ಯದ ಕಡೆಗೆ ನಿರ್ಲಕ್ಷ್ಯ ವಹಿಸಬಾರದು. ನಿಯಮಿತ ತಪಾಸಣೆ, ವ್ಯಾಯಾಮ ಹಾಗೂ ಸಮತೋಲಿತ ಆಹಾರದಿಂದ ಮಧುಮೇಹವನ್ನು ನಿಯಂತ್ರಿಸಬಹುದು ಎಂದರು.: [183, 992, 303, 1067]
- story-body: ಆದರ ಸತ್ಕಾರ ಬಲ್ಲವರು, ಬಳ್ಕೂರ್ ಗ್ರಾಮದ ಸಮುದಾಯ ಭವನದಲ್ಲಿ ಸಮಿತಿಯ ವತಿಯಿಂದ ಸಭೆ ನಡೆಯಿತು. ಜೆ. ಹೆಗ್ಡೆ ಕಾರ್ಯದರ್ಶಿ ಮಾತನಾಡಿದರು.: [694, 708, 804, 745]
- lead-body: ಹೆಬ್ರಿ ತಾಲೂಕಿನ ಮುದ್ರಾಡಿ ಗ್ರಾಮ ಪಂಚಾಯತ್ ರಾಷ್ಟ್ರ ಮಟ್ಟದಲ್ಲಿ ಪ್ರಥಮ ಸ್ಥಾನ ಪಡೆದಿದ್ದು, ಸ್ವಚ್ಛತೆ, ನೀರು ನಿರ್ವಹಣೆ, ಹಸಿರು ಗ್ರಾಮ ಹಾಗೂ ಮಹಿಳಾ ಸಬಲೀಕರಣ ವಿಭಾಗಗಳಲ್ಲಿ ಗಮನಾರ್ಹ ಸಾಧನೆ ಮಾಡಿದೆ. ಗ್ರಾಮದ ಪ್ರತಿಯೊಂದು ಮನೆಗೆ ನಳ್ಳಿ ನೀರು ಸಂಪರ್ಕ ಕಲ್ಪಿಸಲಾಗಿದೆ.: [183, 345, 328, 391]
- lead-body: ಪಂಚಾಯತ್ ಜೊತೆ ಇಲ್ಲಿನ ವಿಶೇಷ ಪ್ರಗತಿ ಆದ ಸಂತ ಅಂದಾಜಿನ ಯೋಜನೆಯನ್ನು (ಬಿಜೆಪಿ) ಕುಂದಾಪುರದಲ್ಲಿ ಸಾಣೂರು ಯಶಸ್ವಿಯಾಗಿದ್ದು, ಸ್ಥಳೀಯ ಮಟ್ಟದ ಸಮಸ್ಯೆಗಳಿಗೆ ಸ್ಪಂದಿಸುವಲ್ಲಿ ಮಾದರಿಯಾಗಿದೆ.: [782, 204, 924, 241]
- lead-body: ಸಮಾಜದ ಕಟ್ಟಕಡೆಯ ವ್ಯಕ್ತಿಗೂ ಸರ್ಕಾರದ ಸೌಲಭ್ಯಗಳನ್ನು ತಲುಪಿಸುವಲ್ಲಿ ಕಕ್ಕುಂಜೆ ಪಂಚಾಯತ್ ಯಶಸ್ವಿಯಾಗಿದೆ. ಪರಿಶಿಷ್ಟ ಜಾತಿ ಮತ್ತು ಪಂಗಡದ ಕುಟುಂಬಗಳಿಗೆ ಶೇ. 100ರಷ್ಟು ಸೌಲಭ್ಯ ವಿತರಿಸಲಾಗಿದ್ದು, ವಿಶೇಷ ಚೇತನರಿಗೂ ನೆರವು ನೀಡಲಾಗಿದೆ. ಇದು ಗ್ರಾಮ ಸ್ವರಾಜ್ಯದ ನಿಜವಾದ ಪರಿಕಲ್ಪನೆಯಾಗಿದೆ.: [782, 311, 924, 357]
- sidebar: [12, 124, 172, 1430]
- story-body: ಕಾರ್ಯಕ್ರಮದಲ್ಲಿ ಹಲವು ಗಣ್ಯರು, ಮಠಾಧೀಶರು ಭಾಗವಹಿಸಲಿದ್ದಾರೆ. ಭಕ್ತರಿಗೆ ಅನ್ನಪ್ರಸಾದ ವಿತರಣೆ ನಡೆಯಲಿದೆ.: [483, 1362, 621, 1380]
